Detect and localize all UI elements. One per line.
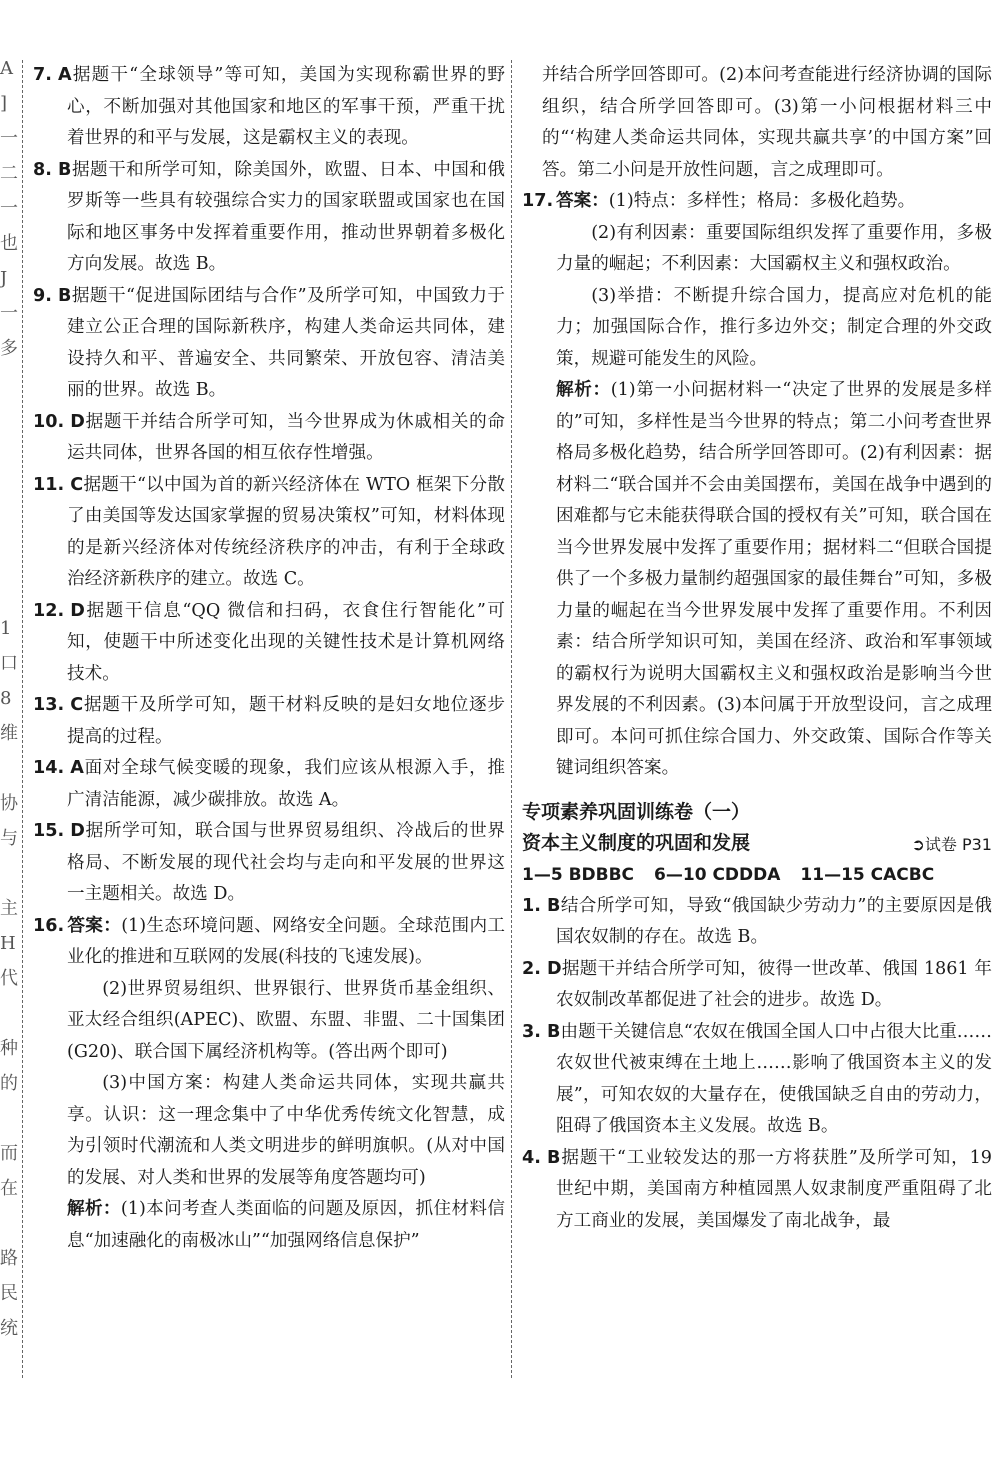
answer-17-part-3: (3)举措：不断提升综合国力，提高应对危机的能力；加强国际合作，推行多边外交；制定合理的外交政策，规避可能发生的风险。	[556, 285, 992, 369]
answer-14: 14. A面对全球气候变暖的现象，我们应该从根源入手，推广清洁能源，减少碳排放。故选 A。	[33, 758, 505, 810]
answer-16: 16. 答案：(1)生态环境问题、网络安全问题。全球范围内工业化的推进和互联网的发展(科技的飞速发展)。	[33, 915, 505, 967]
right-column	[511, 60, 992, 1378]
margin-fragment: 而	[0, 1143, 18, 1164]
answer-15: 15. D据所学可知，联合国与世界贸易组织、冷战后的世界格局、不断发展的现代社会均与走向和平发展的世界这一主题相关。故选 D。	[33, 821, 505, 904]
answer-8: 8. B据题干和所学可知，除美国外，欧盟、日本、中国和俄罗斯等一些具有较强综合实力的国家联盟或国家也在国际和地区事务中发挥着重要作用，推动世界朝着多极化方向发展。故选 B。	[33, 159, 505, 274]
margin-fragment: 也	[0, 233, 18, 254]
margin-fragment: 维	[0, 723, 18, 744]
answer-17-analysis: 解析：(1)第一小问据材料一“决定了世界的发展是多样的”可知，多样性是当今世界的特点；第二小问考查世界格局多极化趋势，结合所学回答即可。(2)有利因素：据材料二“联合国并不会由美国摆布，美国在战争中遇到的困难都与它未能获得联合国的授权有关”可知，联合国在当今世界发展中发挥了重要作用；据材料二“但联合国提供了一个多极力量制约超强国家的最佳舞台”可知，多极力量的崛起在当今世界发展中发挥了重要作用。不利因素：结合所学知识可知，美国在经济、政治和军事领域的霸权行为说明大国霸权主义和强权政治是影响当今世界发展的不利因素。(3)本问属于开放型设问，言之成理即可。本问可抓住综合国力、外交政策、国际合作等关键词组织答案。	[556, 380, 992, 778]
margin-fragment: 主	[0, 898, 18, 919]
margin-fragment: 统	[0, 1318, 18, 1339]
answer-key-summary	[522, 859, 992, 891]
section-title: 专项素养巩固训练卷（一）	[522, 800, 751, 823]
left-column	[22, 60, 505, 1378]
margin-fragment: 一	[0, 198, 18, 219]
section-subtitle: 资本主义制度的巩固和发展	[522, 831, 751, 854]
margin-fragment: 8	[0, 688, 12, 709]
margin-fragment: 民	[0, 1283, 18, 1304]
paper-page-reference: ➲试卷 P31	[911, 834, 992, 854]
margin-fragment: 口	[0, 653, 18, 674]
margin-fragment: 代	[0, 968, 18, 989]
margin-fragment: A	[0, 58, 13, 79]
answer-10: 10. D据题干并结合所学可知，当今世界成为休戚相关的命运共同体，世界各国的相互依存性增强。	[33, 411, 505, 463]
answer-16-analysis-continued: 并结合所学回答即可。(2)本问考查能进行经济协调的国际组织，结合所学回答即可。(3)第一小问根据材料三中的“‘构建人类命运共同体，实现共赢共享’的中国方案”回答。第二小问是开放性问题，言之成理即可。	[542, 65, 992, 180]
margin-fragment: 路	[0, 1248, 18, 1269]
margin-fragment: 在	[0, 1178, 18, 1199]
margin-fragment: 一	[0, 128, 18, 149]
left-margin-fragments	[0, 58, 18, 1380]
answer-17-part-2: (2)有利因素：重要国际组织发挥了重要作用，多极力量的崛起；不利因素：大国霸权主义和强权政治。	[556, 222, 992, 274]
section-answer-1: 1. B结合所学可知，导致“俄国缺少劳动力”的主要原因是俄国农奴制的存在。故选 B。	[522, 895, 992, 947]
margin-fragment: 二	[0, 163, 18, 184]
answer-key-1-5: 1—5 BDBBC	[522, 864, 635, 885]
margin-fragment: 种	[0, 1038, 18, 1059]
section-subtitle-row	[522, 828, 992, 859]
section-header	[522, 797, 992, 891]
margin-fragment: 与	[0, 828, 18, 849]
answer-12: 12. D据题干信息“QQ 微信和扫码，衣食住行智能化”可知，使题干中所述变化出现的关键性技术是计算机网络技术。	[33, 600, 505, 684]
section-answer-3: 3. B由题干关键信息“农奴在俄国全国人口中占很大比重……农奴世代被束缚在土地上……影响了俄国资本主义的发展”，可知农奴的大量存在，使俄国缺乏自由的劳动力，阻碍了俄国资本主义发展。故选 B。	[522, 1021, 992, 1136]
margin-fragment: ]	[0, 93, 8, 114]
section-answer-2: 2. D据题干并结合所学可知，彼得一世改革、俄国 1861 年农奴制改革都促进了社会的进步。故选 D。	[522, 958, 992, 1010]
margin-fragment: 1	[0, 618, 12, 639]
margin-fragment: 的	[0, 1073, 18, 1094]
answer-9: 9. B据题干“促进国际团结与合作”及所学可知，中国致力于建立公正合理的国际新秩序，构建人类命运共同体，建设持久和平、普遍安全、共同繁荣、开放包容、清洁美丽的世界。故选 B。	[33, 285, 505, 400]
answer-key-11-15: 11—15 CACBC	[800, 864, 935, 885]
answer-7: 7. A据题干“全球领导”等可知，美国为实现称霸世界的野心，不断加强对其他国家和地区的军事干预，严重干扰着世界的和平与发展，这是霸权主义的表现。	[33, 65, 505, 148]
margin-fragment: 一	[0, 303, 18, 324]
answer-17: 17. 答案：(1)特点：多样性；格局：多极化趋势。	[522, 191, 916, 211]
answer-16-part-2: (2)世界贸易组织、世界银行、世界货币基金组织、亚太经合组织(APEC)、欧盟、东盟、非盟、二十国集团(G20)、联合国下属经济机构等。(答出两个即可)	[67, 978, 505, 1062]
margin-fragment: 协	[0, 793, 18, 814]
answer-16-analysis: 解析：(1)本问考查人类面临的问题及原因，抓住材料信息“加速融化的南极冰山”“加强网络信息保护”	[67, 1199, 505, 1251]
margin-fragment: 多	[0, 338, 18, 359]
answer-key-6-10: 6—10 CDDDA	[654, 864, 781, 885]
answer-16-part-3: (3)中国方案：构建人类命运共同体，实现共赢共享。认识：这一理念集中了中华优秀传统文化智慧，成为引领时代潮流和人类文明进步的鲜明旗帜。(从对中国的发展、对人类和世界的发展等角度答题均可)	[67, 1073, 505, 1188]
section-answer-4: 4. B据题干“工业较发达的那一方将获胜”及所学可知，19 世纪中期，美国南方种植园黑人奴隶制度严重阻碍了北方工商业的发展，美国爆发了南北战争，最	[522, 1147, 992, 1231]
answer-11: 11. C据题干“以中国为首的新兴经济体在 WTO 框架下分散了由美国等发达国家掌握的贸易决策权”可知，材料体现的是新兴经济体对传统经济秩序的冲击，有利于全球政治经济新秩序的建立。故选 C。	[33, 474, 505, 589]
answer-13: 13. C据题干及所学可知，题干材料反映的是妇女地位逐步提高的过程。	[33, 695, 505, 747]
margin-fragment: H	[0, 933, 16, 954]
margin-fragment: J	[0, 268, 8, 289]
